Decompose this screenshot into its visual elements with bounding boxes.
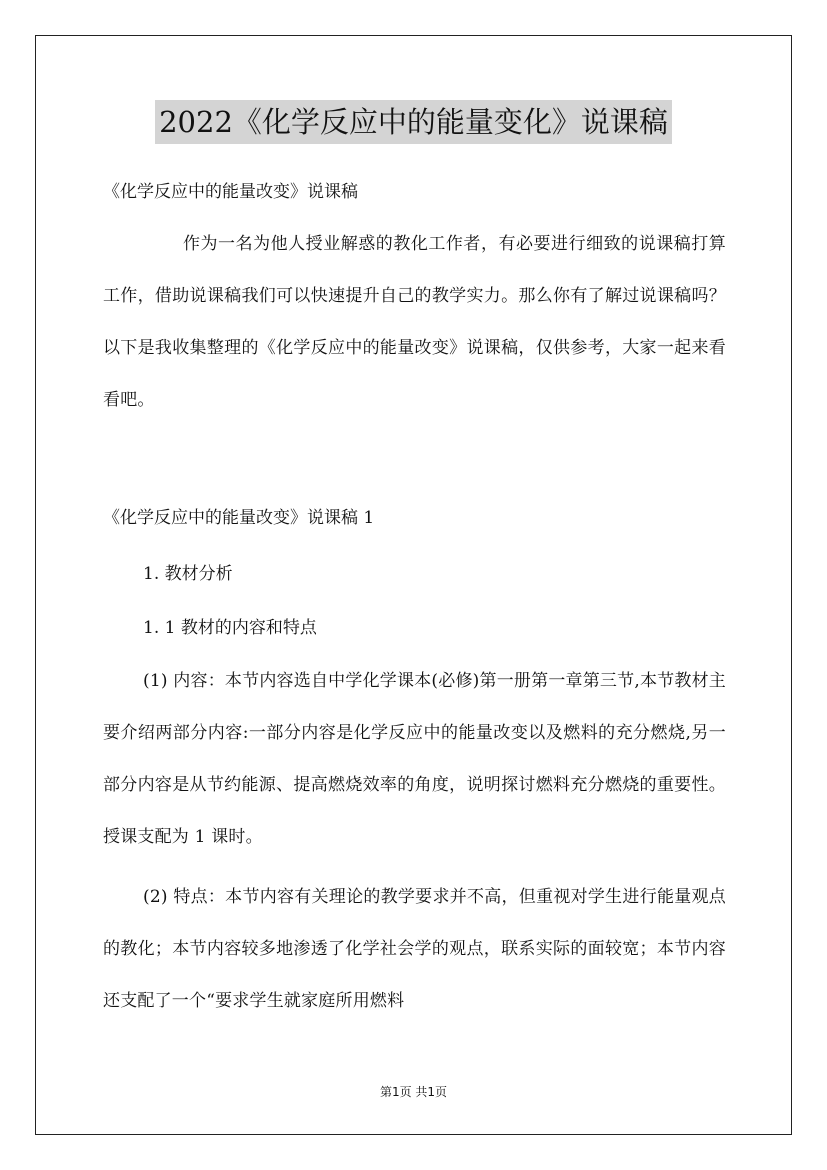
document-title: 2022《化学反应中的能量变化》说课稿 — [155, 100, 672, 144]
title-container — [0, 100, 827, 144]
item-content-and-features: 1. 1 教材的内容和特点 — [143, 618, 317, 638]
section-heading: 《化学反应中的能量改变》说课稿 1 — [103, 508, 375, 528]
content-paragraph: (1) 内容：本节内容选自中学化学课本(必修)第一册第一章第三节,本节教材主要介绍两部分内容:一部分内容是化学反应中的能量改变以及燃料的充分燃烧,另一部分内容是从节约能源、提高燃烧效率的角度，说明探讨燃料充分燃烧的重要性。授课支配为 1 课时。 — [103, 671, 726, 847]
document-subtitle: 《化学反应中的能量改变》说课稿 — [103, 182, 358, 202]
page-footer: 第1页 共1页 — [379, 1085, 448, 1099]
intro-paragraph: 作为一名为他人授业解惑的教化工作者，有必要进行细致的说课稿打算工作，借助说课稿我们可以快速提升自己的教学实力。那么你有了解过说课稿吗？以下是我收集整理的《化学反应中的能量改变》说课稿，仅供参考，大家一起来看看吧。 — [103, 234, 726, 410]
features-paragraph: (2) 特点：本节内容有关理论的教学要求并不高，但重视对学生进行能量观点的教化；本节内容较多地渗透了化学社会学的观点，联系实际的面较宽；本节内容还支配了一个“要求学生就家庭所用燃料 — [103, 887, 726, 1011]
item-teaching-material-analysis: 1. 教材分析 — [143, 564, 233, 584]
